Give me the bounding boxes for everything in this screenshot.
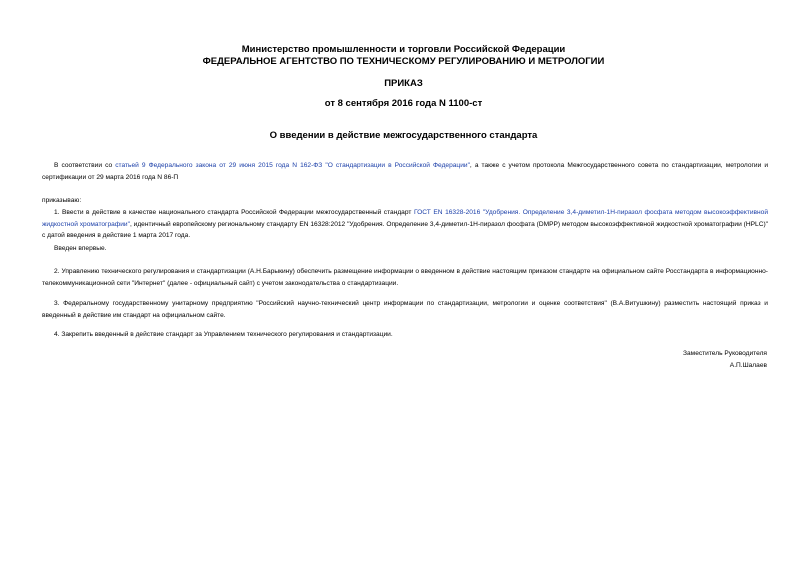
document-date-number: от 8 сентября 2016 года N 1100-ст	[324, 98, 483, 109]
item-3-paragraph: 3. Федеральному государственному унитарному предприятию "Российский научно-технический центр информации по стандартизации, метрологии и оценке соответствия" (В.А.Витушкину) разместить настоящий приказ и введенный в действие им стандарт на официальном сайте.	[42, 300, 768, 319]
signature-name: А.П.Шалаев	[729, 362, 767, 369]
ministry-heading: Министерство промышленности и торговли Российской Федерации	[241, 44, 566, 55]
federal-law-link[interactable]: статьей 9 Федерального закона от 29 июня 2015 года N 162-ФЗ "О стандартизации в Российской Федерации"	[115, 162, 470, 169]
item-1-prefix: 1. Ввести в действие в качестве национального стандарта Российской Федерации межгосударственный стандарт	[54, 209, 414, 216]
intro-suffix: , а также с учетом протокола Межгосударственного совета по стандартизации, метрологии и сертификации от 29 марта 2016 года N 86-П	[42, 162, 768, 181]
item-2-paragraph: 2. Управлению технического регулирования и стандартизации (А.Н.Барыкину) обеспечить размещение информации о введенном в действие настоящим приказом стандарте на официальном сайте Росстандарта в информационно-телекоммуникационной сети "Интернет" (далее - официальный сайт) с учетом законодательства о стандартизации.	[42, 268, 768, 287]
signature-block	[683, 348, 767, 372]
document-title: О введении в действие межгосударственного стандарта	[269, 130, 538, 141]
item-4-paragraph: 4. Закрепить введенный в действие стандарт за Управлением технического регулирования и стандартизации.	[54, 331, 393, 338]
document-type: ПРИКАЗ	[384, 78, 423, 89]
intro-paragraph	[42, 160, 768, 183]
item-1-paragraph	[42, 207, 768, 242]
gost-standard-link[interactable]: ГОСТ EN 16328-2016 "Удобрения. Определение 3,4-диметил-1Н-пиразол фосфата методом высокоэффективной жидкостной хроматографии"	[42, 209, 768, 228]
signature-position: Заместитель Руководителя	[683, 350, 767, 357]
agency-heading: ФЕДЕРАЛЬНОЕ АГЕНТСТВО ПО ТЕХНИЧЕСКОМУ РЕГУЛИРОВАНИЮ И МЕТРОЛОГИИ	[202, 56, 605, 67]
order-word: приказываю:	[42, 197, 82, 204]
introduced-first-note: Введен впервые.	[54, 245, 107, 252]
item-1-suffix: , идентичный европейскому региональному стандарту EN 16328:2012 "Удобрения. Определение 3,4-диметил-1Н-пиразол фосфата (DMPP) методом высокоэффективной жидкостной хроматографии (HPLC)" с датой введения в действие 1 марта 2017 года.	[42, 220, 768, 239]
intro-prefix: В соответствии со	[54, 162, 116, 169]
